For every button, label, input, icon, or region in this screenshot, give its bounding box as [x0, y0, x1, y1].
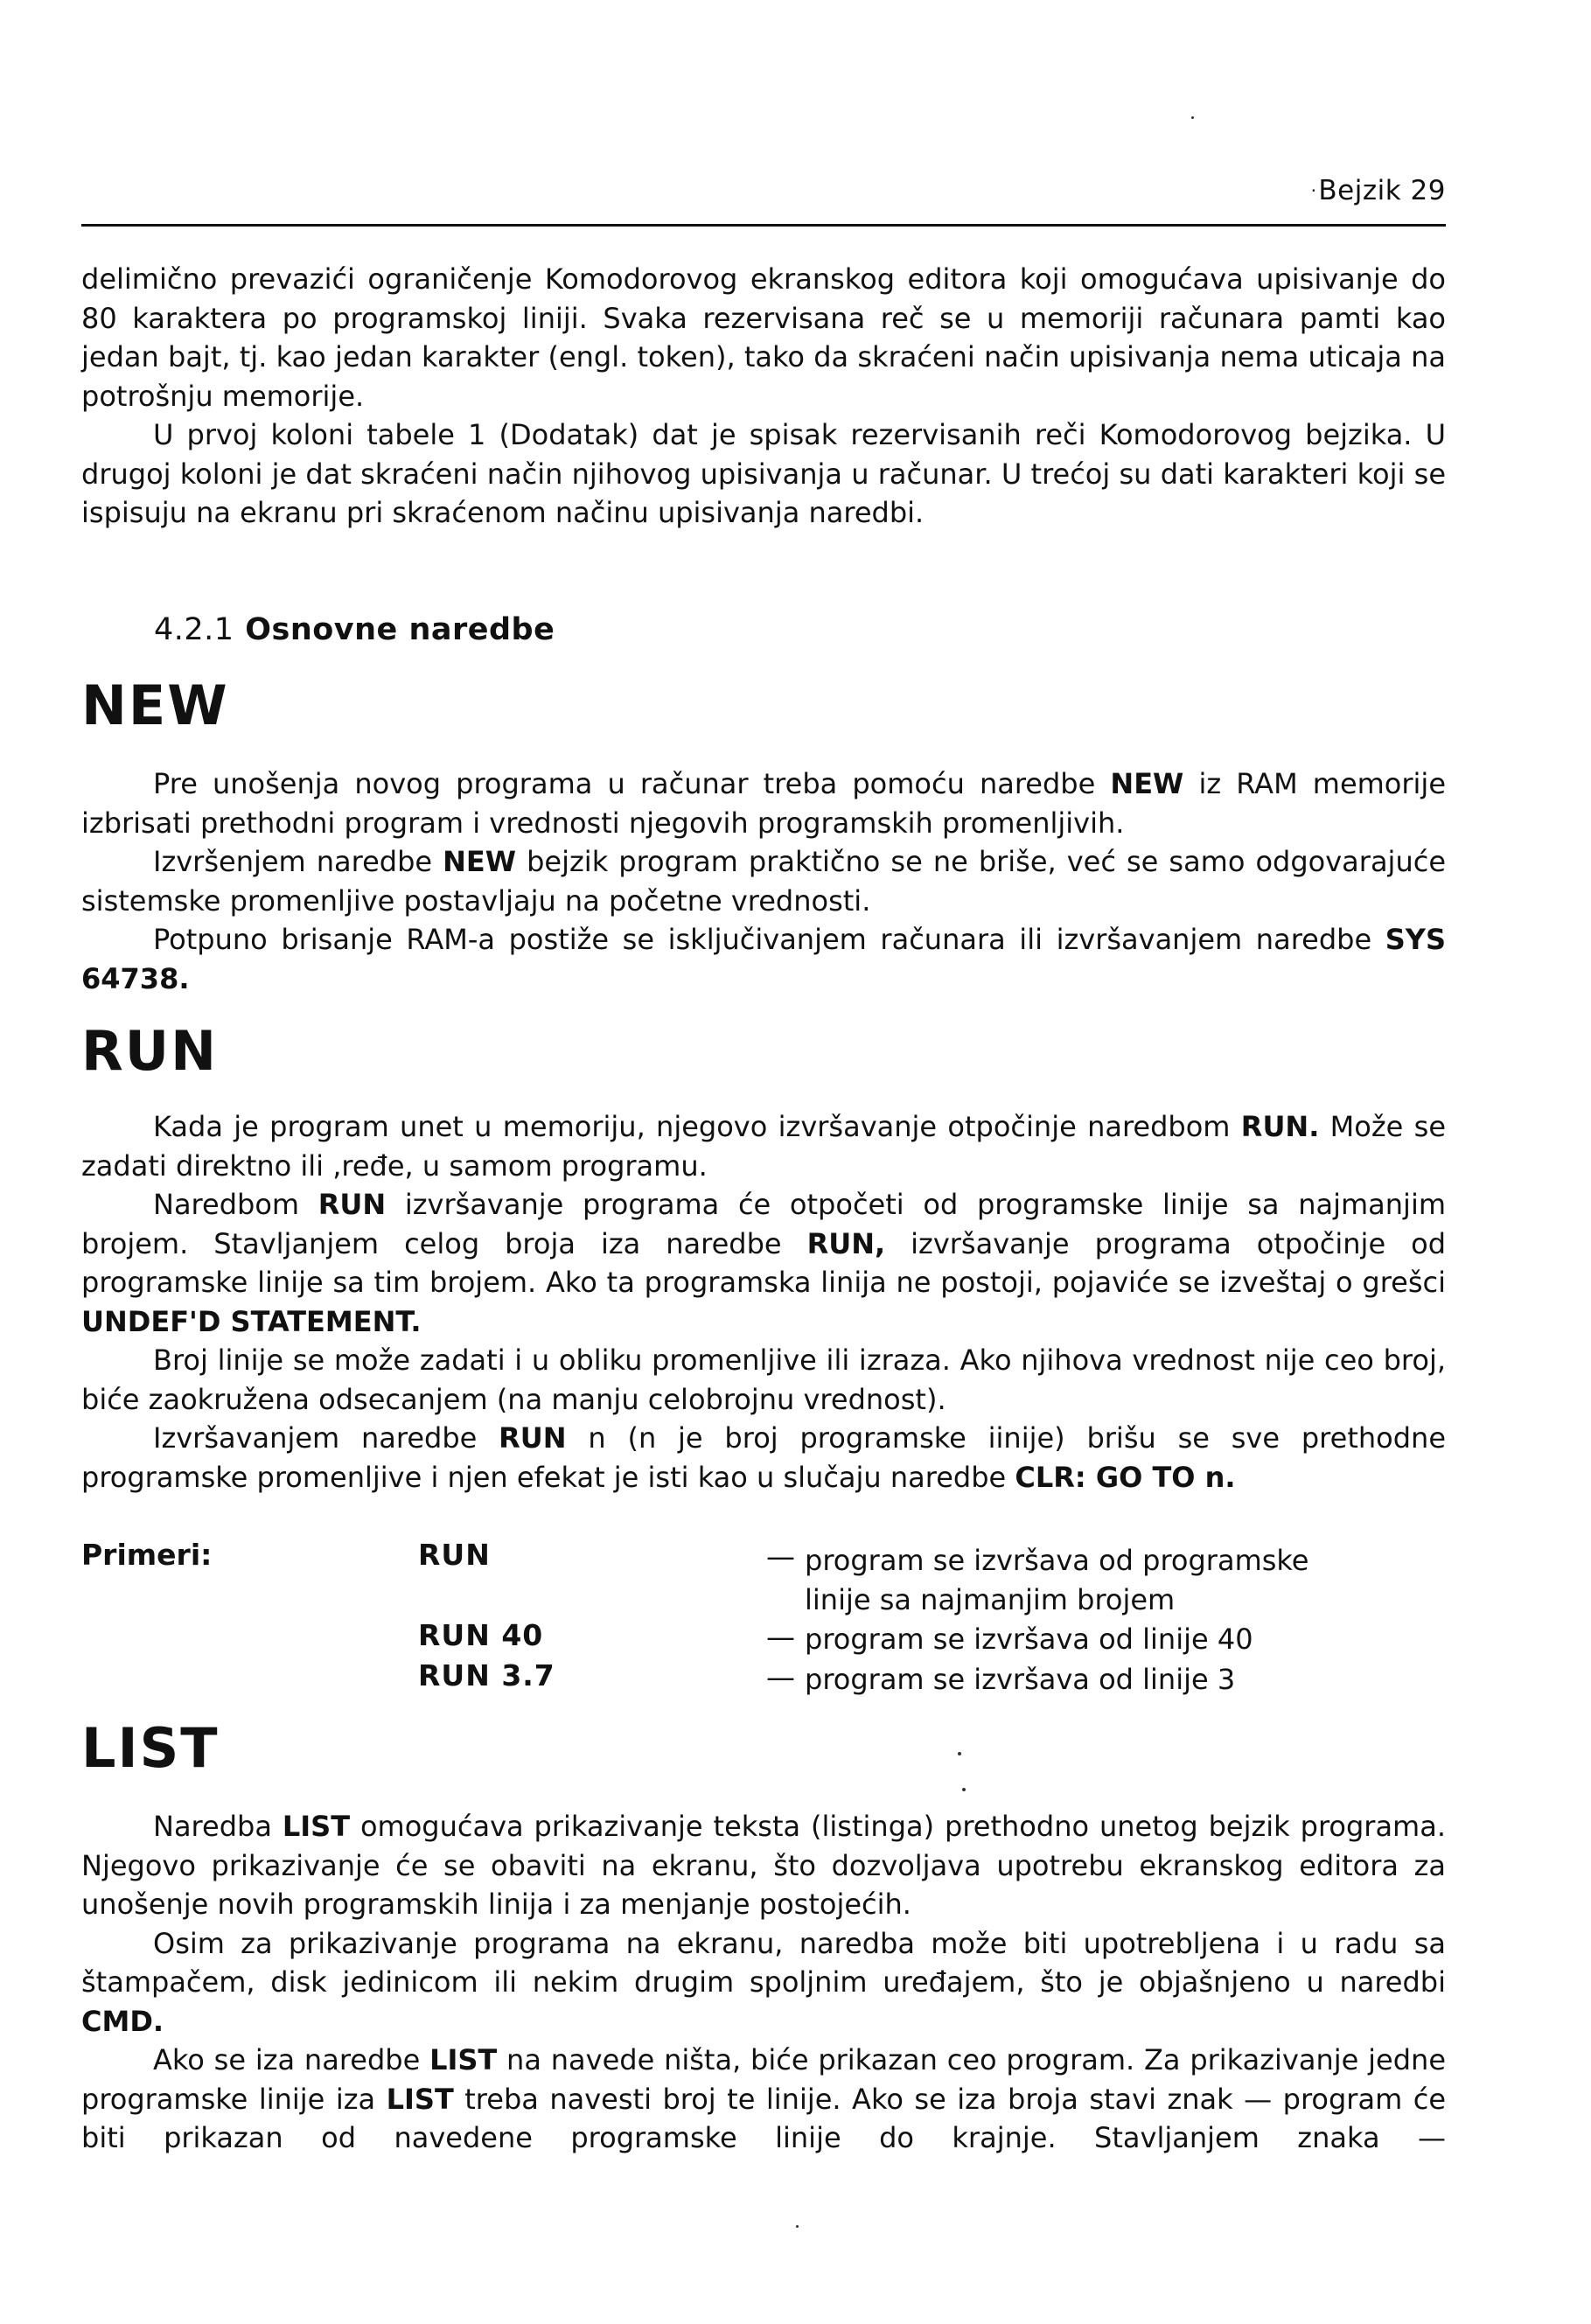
- heading-run: RUN: [81, 1019, 218, 1083]
- example-description: program se izvršava od linije 40: [805, 1623, 1253, 1656]
- run-paragraph-4: Izvršavanjem naredbe RUN n (n je broj programske iinije) brišu se sve prethodne programske promenljive i njen efekat je isti kao u slučaju naredbe CLR: GO TO n.: [81, 1421, 1447, 1494]
- run-text: [81, 1107, 1446, 1497]
- scan-speck: [796, 2225, 799, 2228]
- example-dash: —: [766, 1660, 795, 1694]
- heading-new: NEW: [81, 673, 229, 737]
- examples-label: Primeri:: [81, 1538, 213, 1572]
- example-code: RUN 40: [418, 1618, 544, 1652]
- new-paragraph-2: Izvršenjem naredbe NEW bejzik program praktično se ne briše, već se samo odgovarajuće sistemske promenljive postavljaju na početne vrednosti.: [81, 845, 1447, 918]
- run-paragraph-3: Broj linije se može zadati i u obliku promenljive ili izraza. Ako njihova vrednost nije ceo broj, biće zaokružena odsecanjem (na manju celobrojnu vrednost).: [81, 1343, 1446, 1416]
- new-paragraph-3: Potpuno brisanje RAM-a postiže se isključivanjem računara ili izvršavanjem naredbe SYS 64738.: [81, 923, 1446, 995]
- list-paragraph-2: Osim za prikazivanje programa na ekranu, naredba može biti upotrebljena i u radu sa štampačem, disk jedinicom ili nekim drugim spoljnim uređajem, što je objašnjeno u naredbi CMD.: [81, 1926, 1446, 2038]
- intro-text: [81, 260, 1446, 533]
- running-title: Bejzik 29: [1318, 175, 1446, 206]
- example-description: program se izvršava od linije 3: [805, 1663, 1236, 1696]
- run-paragraph-2: Naredbom RUN izvršavanje programa će otpočeti od programske linije sa najmanjim brojem. Stavljanjem celog broja iza naredbe RUN, izvršavanje programa otpočinje od programske linije sa tim brojem. Ako ta programska linija ne postoji, pojaviće se izveštaj o grešci UNDEF'D STATEMENT.: [81, 1188, 1447, 1338]
- section-number: 4.2.1: [154, 612, 234, 647]
- section-heading: [154, 612, 555, 647]
- new-paragraph-1: Pre unošenja novog programa u računar treba pomoću naredbe NEW iz RAM memorije izbrisati prethodni program i vrednosti njegovih programskih promenljivih.: [81, 767, 1447, 840]
- section-title: Osnovne naredbe: [245, 612, 555, 647]
- intro-paragraph-2: U prvoj koloni tabele 1 (Dodatak) dat je spisak rezervisanih reči Komodorovog bejzika. U drugoj koloni je dat skraćeni način njihovog upisivanja u računar. U trećoj su dati karakteri koji se ispisuju na ekranu pri skraćenom načinu upisivanja naredbi.: [81, 418, 1446, 529]
- example-code: RUN 3.7: [418, 1658, 555, 1692]
- list-paragraph-3: Ako se iza naredbe LIST na navede ništa, biće prikazan ceo program. Za prikazivanje jedne programske linije iza LIST treba navesti broj te linije. Ako se iza broja stavi znak — program će biti prikazan od navedene programske linije do krajnje. Stavljanjem znaka —: [81, 2043, 1447, 2154]
- heading-list: LIST: [81, 1716, 220, 1780]
- new-text: [81, 764, 1446, 998]
- page-header: [81, 171, 1446, 227]
- scan-speck: [958, 1752, 961, 1755]
- run-paragraph-1: Kada je program unet u memoriju, njegovo izvršavanje otpočinje naredbom RUN. Može se zadati direktno ili ,ređe, u samom programu.: [81, 1110, 1447, 1183]
- scan-speck: [1191, 116, 1194, 119]
- scan-speck: [962, 1788, 966, 1791]
- list-paragraph-1: Naredba LIST omogućava prikazivanje teksta (listinga) prethodno unetog bejzik programa. Njegovo prikazivanje će se obaviti na ekranu, što dozvoljava upotrebu ekranskog editora za unošenje novih programskih linija i za menjanje postojećih.: [81, 1810, 1447, 1921]
- example-description: program se izvršava od programske linije sa najmanjim brojem: [805, 1544, 1309, 1616]
- example-dash: —: [766, 1539, 795, 1574]
- list-text: [81, 1807, 1446, 2158]
- intro-paragraph-1: delimično prevazići ograničenje Komodorovog ekranskog editora koji omogućava upisivanje do 80 karaktera po programskoj liniji. Svaka rezervisana reč se u memoriji računara pamti kao jedan bajt, tj. kao jedan karakter (engl. token), tako da skraćeni način upisivanja nema uticaja na potrošnju memorije.: [81, 262, 1446, 413]
- example-code: RUN: [418, 1538, 491, 1572]
- header-dot: ·: [1310, 180, 1316, 201]
- example-dash: —: [766, 1620, 795, 1654]
